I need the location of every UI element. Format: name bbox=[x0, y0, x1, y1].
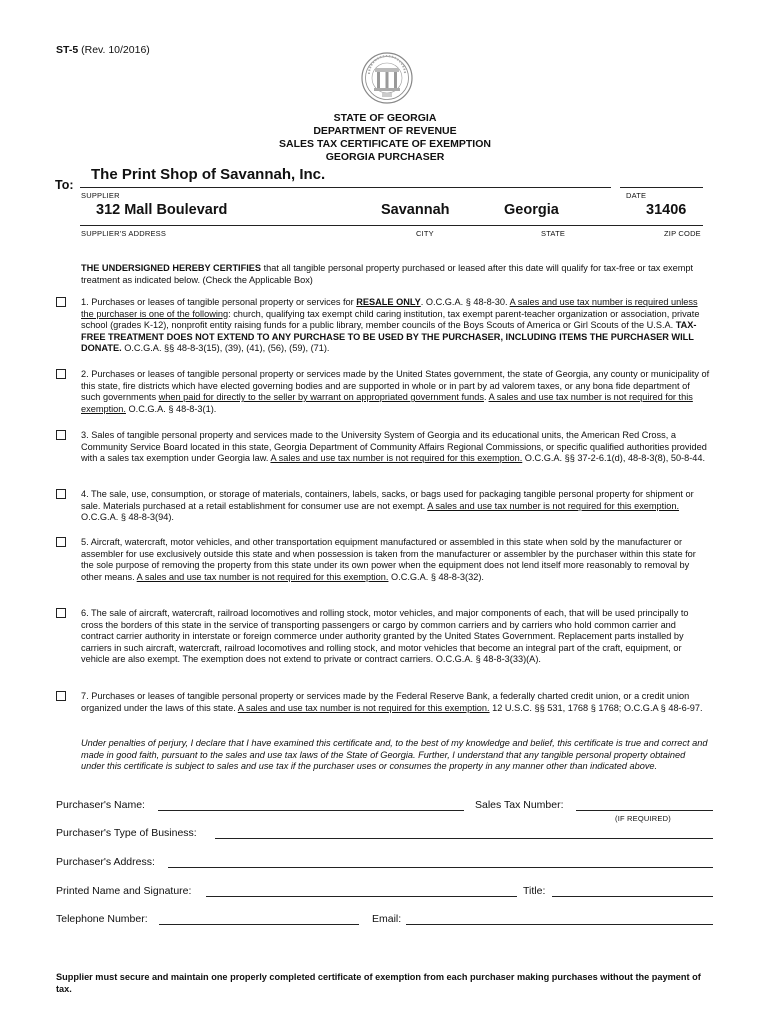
exemption-option-4 bbox=[56, 489, 711, 524]
supplier-city-field[interactable]: Savannah bbox=[381, 202, 450, 218]
purchaser-name-field[interactable] bbox=[158, 810, 464, 811]
form-code: ST-5 bbox=[56, 44, 79, 56]
exemption-option-1 bbox=[56, 297, 711, 355]
email-field[interactable] bbox=[406, 924, 713, 925]
supplier-zip-field[interactable]: 31406 bbox=[646, 202, 687, 218]
intro-text: that all tangible personal property purchased or leased after this date will qualify for tax-free or tax exempt treatment as indicated below. (Check the Applicable Box) bbox=[81, 263, 694, 285]
if-required-label: (IF REQUIRED) bbox=[615, 814, 671, 823]
intro-bold: THE UNDERSIGNED HEREBY CERTIFIES bbox=[81, 263, 262, 273]
printed-name-label: Printed Name and Signature: bbox=[56, 885, 192, 897]
checkbox-option-4[interactable] bbox=[56, 489, 66, 499]
type-of-business-label: Purchaser's Type of Business: bbox=[56, 827, 197, 839]
state-label: STATE bbox=[541, 229, 566, 238]
form-id bbox=[56, 44, 150, 56]
exemption-option-3 bbox=[56, 430, 711, 465]
telephone-field[interactable] bbox=[159, 924, 359, 925]
footer-note: Supplier must secure and maintain one properly completed certificate of exemption from each purchaser making purchases without the payment of tax. bbox=[56, 972, 701, 994]
supplier-label: SUPPLIER bbox=[81, 191, 120, 200]
sales-tax-number-field[interactable] bbox=[576, 810, 713, 811]
email-label: Email: bbox=[372, 913, 402, 925]
address-label: SUPPLIER'S ADDRESS bbox=[81, 229, 167, 238]
exemption-option-2 bbox=[56, 369, 711, 415]
printed-name-field[interactable] bbox=[206, 896, 517, 897]
zip-label: ZIP CODE bbox=[664, 229, 701, 238]
title-field[interactable] bbox=[552, 896, 713, 897]
telephone-label: Telephone Number: bbox=[56, 913, 148, 925]
checkbox-option-3[interactable] bbox=[56, 430, 66, 440]
heading-state: STATE OF GEORGIA bbox=[333, 112, 437, 124]
city-label: CITY bbox=[416, 229, 434, 238]
certification-intro bbox=[81, 262, 709, 286]
heading-department: DEPARTMENT OF REVENUE bbox=[313, 125, 457, 137]
title-label: Title: bbox=[523, 885, 546, 897]
exemption-option-6 bbox=[56, 608, 711, 666]
georgia-seal-icon bbox=[361, 52, 413, 104]
supplier-state-field[interactable]: Georgia bbox=[504, 202, 559, 218]
checkbox-option-6[interactable] bbox=[56, 608, 66, 618]
heading-certificate: SALES TAX CERTIFICATE OF EXEMPTION bbox=[279, 138, 491, 150]
type-of-business-field[interactable] bbox=[215, 838, 713, 839]
checkbox-option-2[interactable] bbox=[56, 369, 66, 379]
purchaser-address-field[interactable] bbox=[168, 867, 713, 868]
exemption-option-5 bbox=[56, 537, 711, 583]
exemption-option-7 bbox=[56, 691, 711, 714]
to-label: To: bbox=[55, 178, 74, 192]
form-revision: (Rev. 10/2016) bbox=[81, 44, 150, 56]
option-1-text: 1. Purchases or leases of tangible personal property or services for RESALE ONLY. O.C.G.A. § 48-8-30. A sales and use tax number is required unless the purchaser is one of the following: church, qualifying tax exempt child caring institution, tax exempt parent-teacher organization or association, private school (grades K-12), nonprofit entity raising funds for a public library, member councils of the Boys Scouts of America or Girl Scouts of the U.S.A. TAX-FREE TREATMENT DOES NOT EXTEND TO ANY PURCHASE TO BE USED BY THE PURCHASER, INCLUDING ITEMS THE PURCHASER WILL DONATE. O.C.G.A. §§ 48-8-3(15), (39), (41), (56), (59), (71). bbox=[81, 297, 700, 354]
option-2-text: 2. Purchases or leases of tangible personal property or services made by the United States government, the state of Georgia, any county or municipality of this state, fire districts which have elected governing bodies and are supported in whole or in part by ad valorem taxes, or any bona fide department of such governments when paid for directly to the seller by warrant on appropriated government funds. A sales and use tax number is not required for this exemption. O.C.G.A. § 48-8-3(1). bbox=[81, 369, 710, 414]
checkbox-option-5[interactable] bbox=[56, 537, 66, 547]
option-3-text: 3. Sales of tangible personal property and services made to the University System of Georgia and its educational units, the American Red Cross, a Community Service Board located in this state, Georgia Department of Community Affairs Regional Commissions, or specific qualified authorities provided with a sales tax exemption under Georgia law. A sales and use tax number is not required for this exemption. O.C.G.A. §§ 37-2-6.1(d), 48-8-3(8), 50-8-44. bbox=[81, 430, 707, 464]
address-line bbox=[80, 225, 703, 226]
option-5-text: 5. Aircraft, watercraft, motor vehicles, and other transportation equipment manufactured or assembled in this state when sold by the manufacturer or assembler for use exclusively outside this state and when possession is taken from the manufacturer or assembler by the purchaser within this state for the sole purpose of removing the property from this state under its own power when the equipment does not lend itself more reasonably to removal by other means. A sales and use tax number is not required for this exemption. O.C.G.A. § 48-8-3(32). bbox=[81, 537, 696, 582]
option-7-text: 7. Purchases or leases of tangible personal property or services made by the Federal Reserve Bank, a federally charted credit union, or a credit union organized under the laws of this state. A sales and use tax number is not required for this exemption. 12 U.S.C. §§ 531, 1768 § 1768; O.C.G.A § 48-6-97. bbox=[81, 691, 703, 713]
supplier-line bbox=[80, 187, 611, 188]
perjury-statement: Under penalties of perjury, I declare that I have examined this certificate and, to the best of my knowledge and belief, this certificate is true and correct and made in good faith, pursuant to the sales and use tax laws of the State of Georgia. Further, I understand that any tangible personal property obtained under this certificate is subject to sales and use tax if the purchaser uses or consumes the property in any manner other than indicated above. bbox=[81, 738, 708, 772]
date-line bbox=[620, 187, 703, 188]
checkbox-option-1[interactable] bbox=[56, 297, 66, 307]
checkbox-option-7[interactable] bbox=[56, 691, 66, 701]
purchaser-name-label: Purchaser's Name: bbox=[56, 799, 145, 811]
supplier-address-field[interactable]: 312 Mall Boulevard bbox=[96, 202, 228, 218]
supplier-name-field[interactable]: The Print Shop of Savannah, Inc. bbox=[91, 166, 326, 183]
date-label: DATE bbox=[626, 191, 647, 200]
heading-purchaser: GEORGIA PURCHASER bbox=[325, 151, 445, 163]
form-heading bbox=[0, 112, 770, 164]
purchaser-address-label: Purchaser's Address: bbox=[56, 856, 155, 868]
sales-tax-number-label: Sales Tax Number: bbox=[475, 799, 564, 811]
option-4-text: 4. The sale, use, consumption, or storage of materials, containers, labels, sacks, or bags used for packaging tangible personal property for shipment or sale. Materials purchased at a retail establishment for consumer use are not exempt. A sales and use tax number is not required for this exemption. O.C.G.A. § 48-8-3(94). bbox=[81, 489, 694, 523]
option-6-text: 6. The sale of aircraft, watercraft, railroad locomotives and rolling stock, motor vehicles, and major components of each, that will be used principally to cross the borders of this state in the service of transporting passengers or cargo by common carriers and by carriers who hold common carrier and contract carrier authority in interstate or foreign commerce under authority granted by the United States Government. Replacement parts installed by carriers in such aircraft, watercraft, railroad locomotives and rolling stock, and motor vehicles that become an integral part of the craft, equipment, or vehicle are also exempt. The exemption does not extend to private or contract carriers. O.C.G.A. § 48-8-3(33)(A). bbox=[81, 608, 689, 665]
